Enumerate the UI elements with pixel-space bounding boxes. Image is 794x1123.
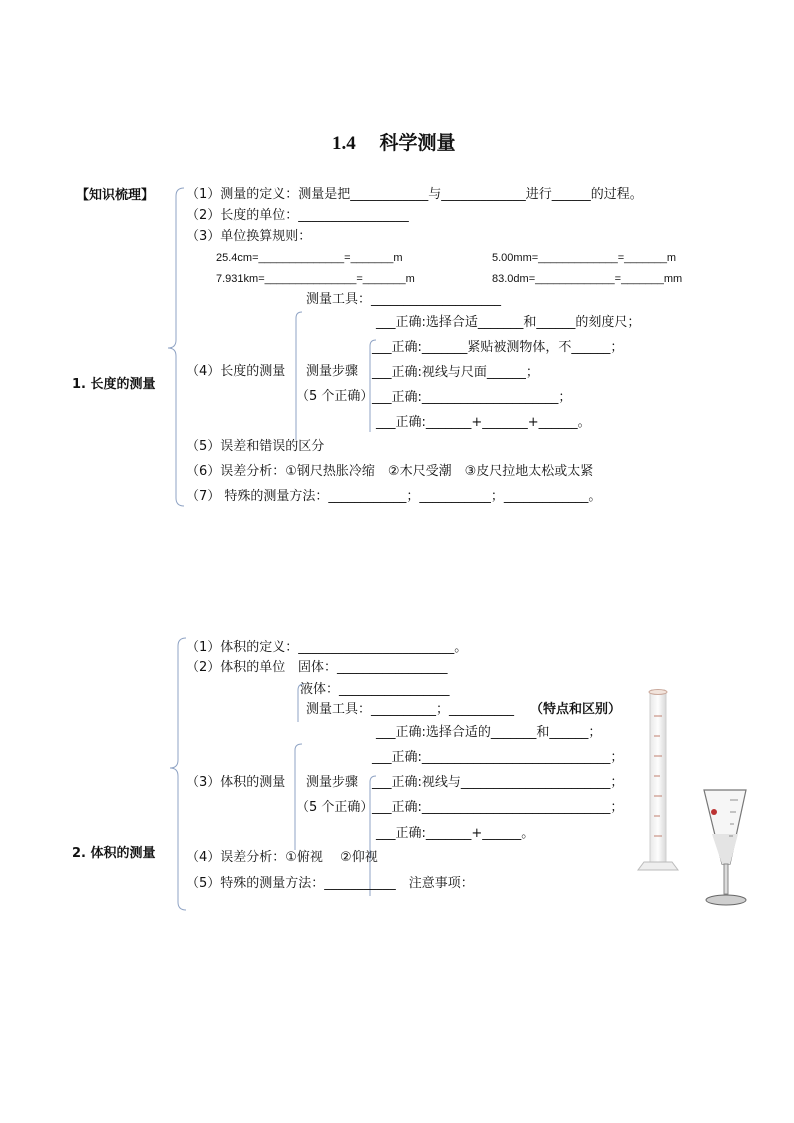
- volume-step-1: ___正确:选择合适的_______和______；: [376, 725, 602, 740]
- section1-heading: 1. 长度的测量: [72, 377, 156, 392]
- length-item-3: （3）单位换算规则：: [186, 229, 312, 244]
- length-step-3: ___正确:视线与尺面______；: [372, 365, 539, 380]
- volume-item-5: （5）特殊的测量方法：___________ 注意事项：: [186, 876, 474, 891]
- length-steps-bracket: [296, 312, 302, 440]
- length-step-4: ___正确:_____________________；: [372, 390, 572, 405]
- volume-steps-bracket: [295, 744, 302, 850]
- conversion-4: 83.0dm=_____________=_______mm: [492, 273, 683, 285]
- volume-step-4: ___正确:_____________________________；: [372, 800, 624, 815]
- length-item-2: （2）长度的单位：_________________: [186, 208, 409, 223]
- section2-bracket: [170, 638, 186, 910]
- volume-tool: 测量工具：__________；__________: [306, 702, 515, 717]
- length-step-2: ___正确:_______紧贴被测物体，不______；: [372, 340, 624, 355]
- volume-step-5: ___正确:_______+______。: [376, 826, 535, 841]
- conversion-2: 5.00mm=_____________=_______m: [492, 252, 677, 264]
- length-steps-label: 测量步骤: [306, 364, 359, 379]
- conversion-1: 25.4cm=______________=_______m: [216, 252, 403, 264]
- volume-tool-note: （特点和区别）: [530, 702, 622, 717]
- length-item-6: （6）误差分析：①钢尺热胀冷缩 ②木尺受潮 ③皮尺拉地太松或太紧: [186, 464, 594, 479]
- length-step-1: ___正确:选择合适_______和______的刻度尺；: [376, 315, 641, 330]
- page-title: 1.4 科学测量: [332, 133, 456, 154]
- length-item-7: （7） 特殊的测量方法：____________；___________；_____________。: [186, 489, 602, 504]
- volume-step-3: ___正确:视线与_______________________；: [372, 775, 624, 790]
- volume-item-4: （4）误差分析：①俯视 ②仰视: [186, 850, 378, 865]
- length-item-1: （1）测量的定义：测量是把____________与_____________进行______的过程。: [186, 187, 643, 202]
- volume-solid: 固体：_________________: [298, 660, 448, 675]
- conical-measuring-glass-icon: [700, 784, 752, 912]
- volume-steps-label: 测量步骤: [306, 775, 359, 790]
- length-step-5: ___正确:_______+_______+______。: [376, 415, 591, 430]
- volume-item-1: （1）体积的定义：________________________。: [186, 640, 468, 655]
- volume-item-2: （2）体积的单位: [186, 660, 286, 675]
- conversion-3: 7.931km=_______________=_______m: [216, 273, 415, 285]
- volume-step-2: ___正确:_____________________________；: [372, 750, 624, 765]
- length-steps-sub: （5 个正确）: [296, 389, 374, 404]
- graduated-cylinder-icon: [632, 686, 684, 878]
- length-tool-line: 测量工具：____________________: [306, 292, 502, 307]
- section2-heading: 2. 体积的测量: [72, 846, 156, 861]
- section1-bracket: [168, 188, 184, 506]
- knowledge-tag: 【知识梳理】: [76, 188, 155, 203]
- volume-liquid: 液体：_________________: [300, 682, 450, 697]
- length-item-4: （4）长度的测量: [186, 364, 286, 379]
- volume-item-3: （3）体积的测量: [186, 775, 286, 790]
- volume-steps-sub: （5 个正确）: [296, 800, 374, 815]
- length-item-5: （5）误差和错误的区分: [186, 439, 325, 454]
